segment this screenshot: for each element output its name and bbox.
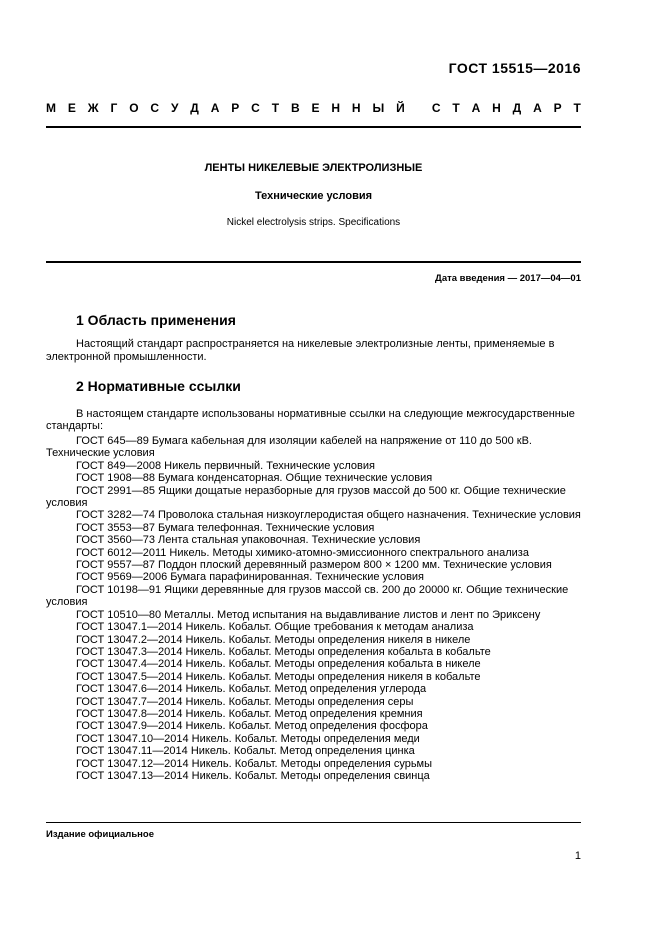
reference-item: ГОСТ 13047.12—2014 Никель. Кобальт. Методы определения сурьмы (76, 757, 433, 770)
page-number: 1 (574, 850, 581, 862)
banner-letter: Т (573, 101, 581, 115)
reference-item: ГОСТ 3560—73 Лента стальная упаковочная. Технические условия (76, 534, 421, 547)
reference-item: ГОСТ 13047.10—2014 Никель. Кобальт. Методы определения меди (76, 732, 420, 745)
banner-letter: Н (351, 101, 361, 115)
reference-item: ГОСТ 3282—74 Проволока стальная низкоуглеродистая общего назначения. Технические условия (76, 509, 581, 522)
banner-letter: С (431, 101, 441, 115)
banner-letter: Е (67, 101, 76, 115)
banner-letter: Й (396, 101, 405, 115)
english-title: Nickel electrolysis strips. Specifications (226, 217, 401, 228)
banner-letter: С (150, 101, 160, 115)
banner-letter: А (533, 101, 542, 115)
reference-item: ГОСТ 13047.13—2014 Никель. Кобальт. Методы определения свинца (76, 769, 430, 782)
reference-item: ГОСТ 9569—2006 Бумага парафинированная. Технические условия (76, 571, 425, 584)
banner-letter: М (46, 101, 56, 115)
reference-item: ГОСТ 9557—87 Поддон плоский деревянный размером 800 × 1200 мм. Технические условия (76, 559, 552, 572)
reference-item: ГОСТ 13047.11—2014 Никель. Кобальт. Метод определения цинка (76, 745, 415, 758)
banner-letter: В (290, 101, 300, 115)
edition-label: Издание официальное (46, 829, 154, 840)
banner-letter: Т (271, 101, 280, 115)
reference-item: ГОСТ 3553—87 Бумага телефонная. Технические условия (76, 521, 375, 534)
section-2-heading: 2 Нормативные ссылки (76, 378, 241, 394)
reference-item: ГОСТ 13047.7—2014 Никель. Кобальт. Методы определения серы (76, 695, 414, 708)
banner-letter: Н (331, 101, 341, 115)
document-subtitle: Технические условия (254, 190, 373, 202)
section-2-lead: В настоящем стандарте использованы нормативные ссылки на следующие межгосударственные стандарты: (46, 408, 575, 433)
reference-item: ГОСТ 13047.9—2014 Никель. Кобальт. Метод определения фосфора (76, 720, 428, 733)
document-code: ГОСТ 15515—2016 (448, 60, 581, 76)
section-1-heading: 1 Область применения (76, 312, 236, 328)
reference-item: ГОСТ 849—2008 Никель первичный. Технические условия (76, 459, 375, 472)
reference-item: ГОСТ 13047.3—2014 Никель. Кобальт. Методы определения кобальта в кобальте (76, 645, 491, 658)
banner-letter: О (129, 101, 139, 115)
footer-rule (46, 822, 581, 823)
reference-item: ГОСТ 13047.8—2014 Никель. Кобальт. Метод определения кремния (76, 707, 423, 720)
banner-letter: Н (492, 101, 501, 115)
banner-letter: Т (452, 101, 460, 115)
title-rule (46, 261, 581, 263)
reference-item: ГОСТ 6012—2011 Никель. Методы химико-атомно-эмиссионного спектрального анализа (76, 546, 529, 559)
banner-letter: Г (110, 101, 118, 115)
section-1-text: Настоящий стандарт распространяется на никелевые электролизные ленты, применяемые в электронной промышленности. (46, 338, 555, 363)
banner-letter: Е (311, 101, 320, 115)
banner-letter: С (251, 101, 260, 115)
banner-letter: Ж (87, 101, 99, 115)
introduction-date: Дата введения — 2017—04—01 (435, 273, 581, 284)
banner-letter: Р (553, 101, 562, 115)
header-rule (46, 126, 581, 128)
reference-item: ГОСТ 13047.5—2014 Никель. Кобальт. Методы определения никеля в кобальте (76, 670, 481, 683)
reference-item: ГОСТ 13047.1—2014 Никель. Кобальт. Общие требования к методам анализа (76, 621, 474, 634)
reference-item: ГОСТ 10198—91 Ящики деревянные для грузов массой св. 200 до 20000 кг. Общие технические условия (46, 583, 569, 609)
banner-letter (417, 101, 420, 115)
reference-item: ГОСТ 10510—80 Металлы. Метод испытания на выдавливание листов и лент по Эриксену (76, 608, 541, 621)
banner-letter: Д (190, 101, 199, 115)
banner-letter: Р (231, 101, 240, 115)
reference-item: ГОСТ 13047.2—2014 Никель. Кобальт. Методы определения никеля в никеле (76, 633, 471, 646)
document-title: ЛЕНТЫ НИКЕЛЕВЫЕ ЭЛЕКТРОЛИЗНЫЕ (204, 162, 423, 174)
banner-letter: Ы (372, 101, 385, 115)
reference-item: ГОСТ 13047.6—2014 Никель. Кобальт. Метод определения углерода (76, 683, 427, 696)
reference-item: ГОСТ 645—89 Бумага кабельная для изоляции кабелей на напряжение от 110 до 500 кВ. Технические условия (46, 435, 532, 460)
reference-item: ГОСТ 13047.4—2014 Никель. Кобальт. Методы определения кобальта в никеле (76, 658, 481, 671)
reference-item: ГОСТ 1908—88 Бумага конденсаторная. Общие технические условия (76, 472, 433, 485)
banner-letter: А (471, 101, 481, 115)
banner-letter: Д (512, 101, 522, 115)
normative-references-list (46, 435, 581, 782)
reference-item: ГОСТ 2991—85 Ящики дощатые неразборные для грузов массой до 500 кг. Общие технические условия (46, 484, 566, 510)
banner-letter: У (170, 101, 179, 115)
banner-letter: А (210, 101, 220, 115)
interstate-standard-banner (46, 101, 581, 115)
